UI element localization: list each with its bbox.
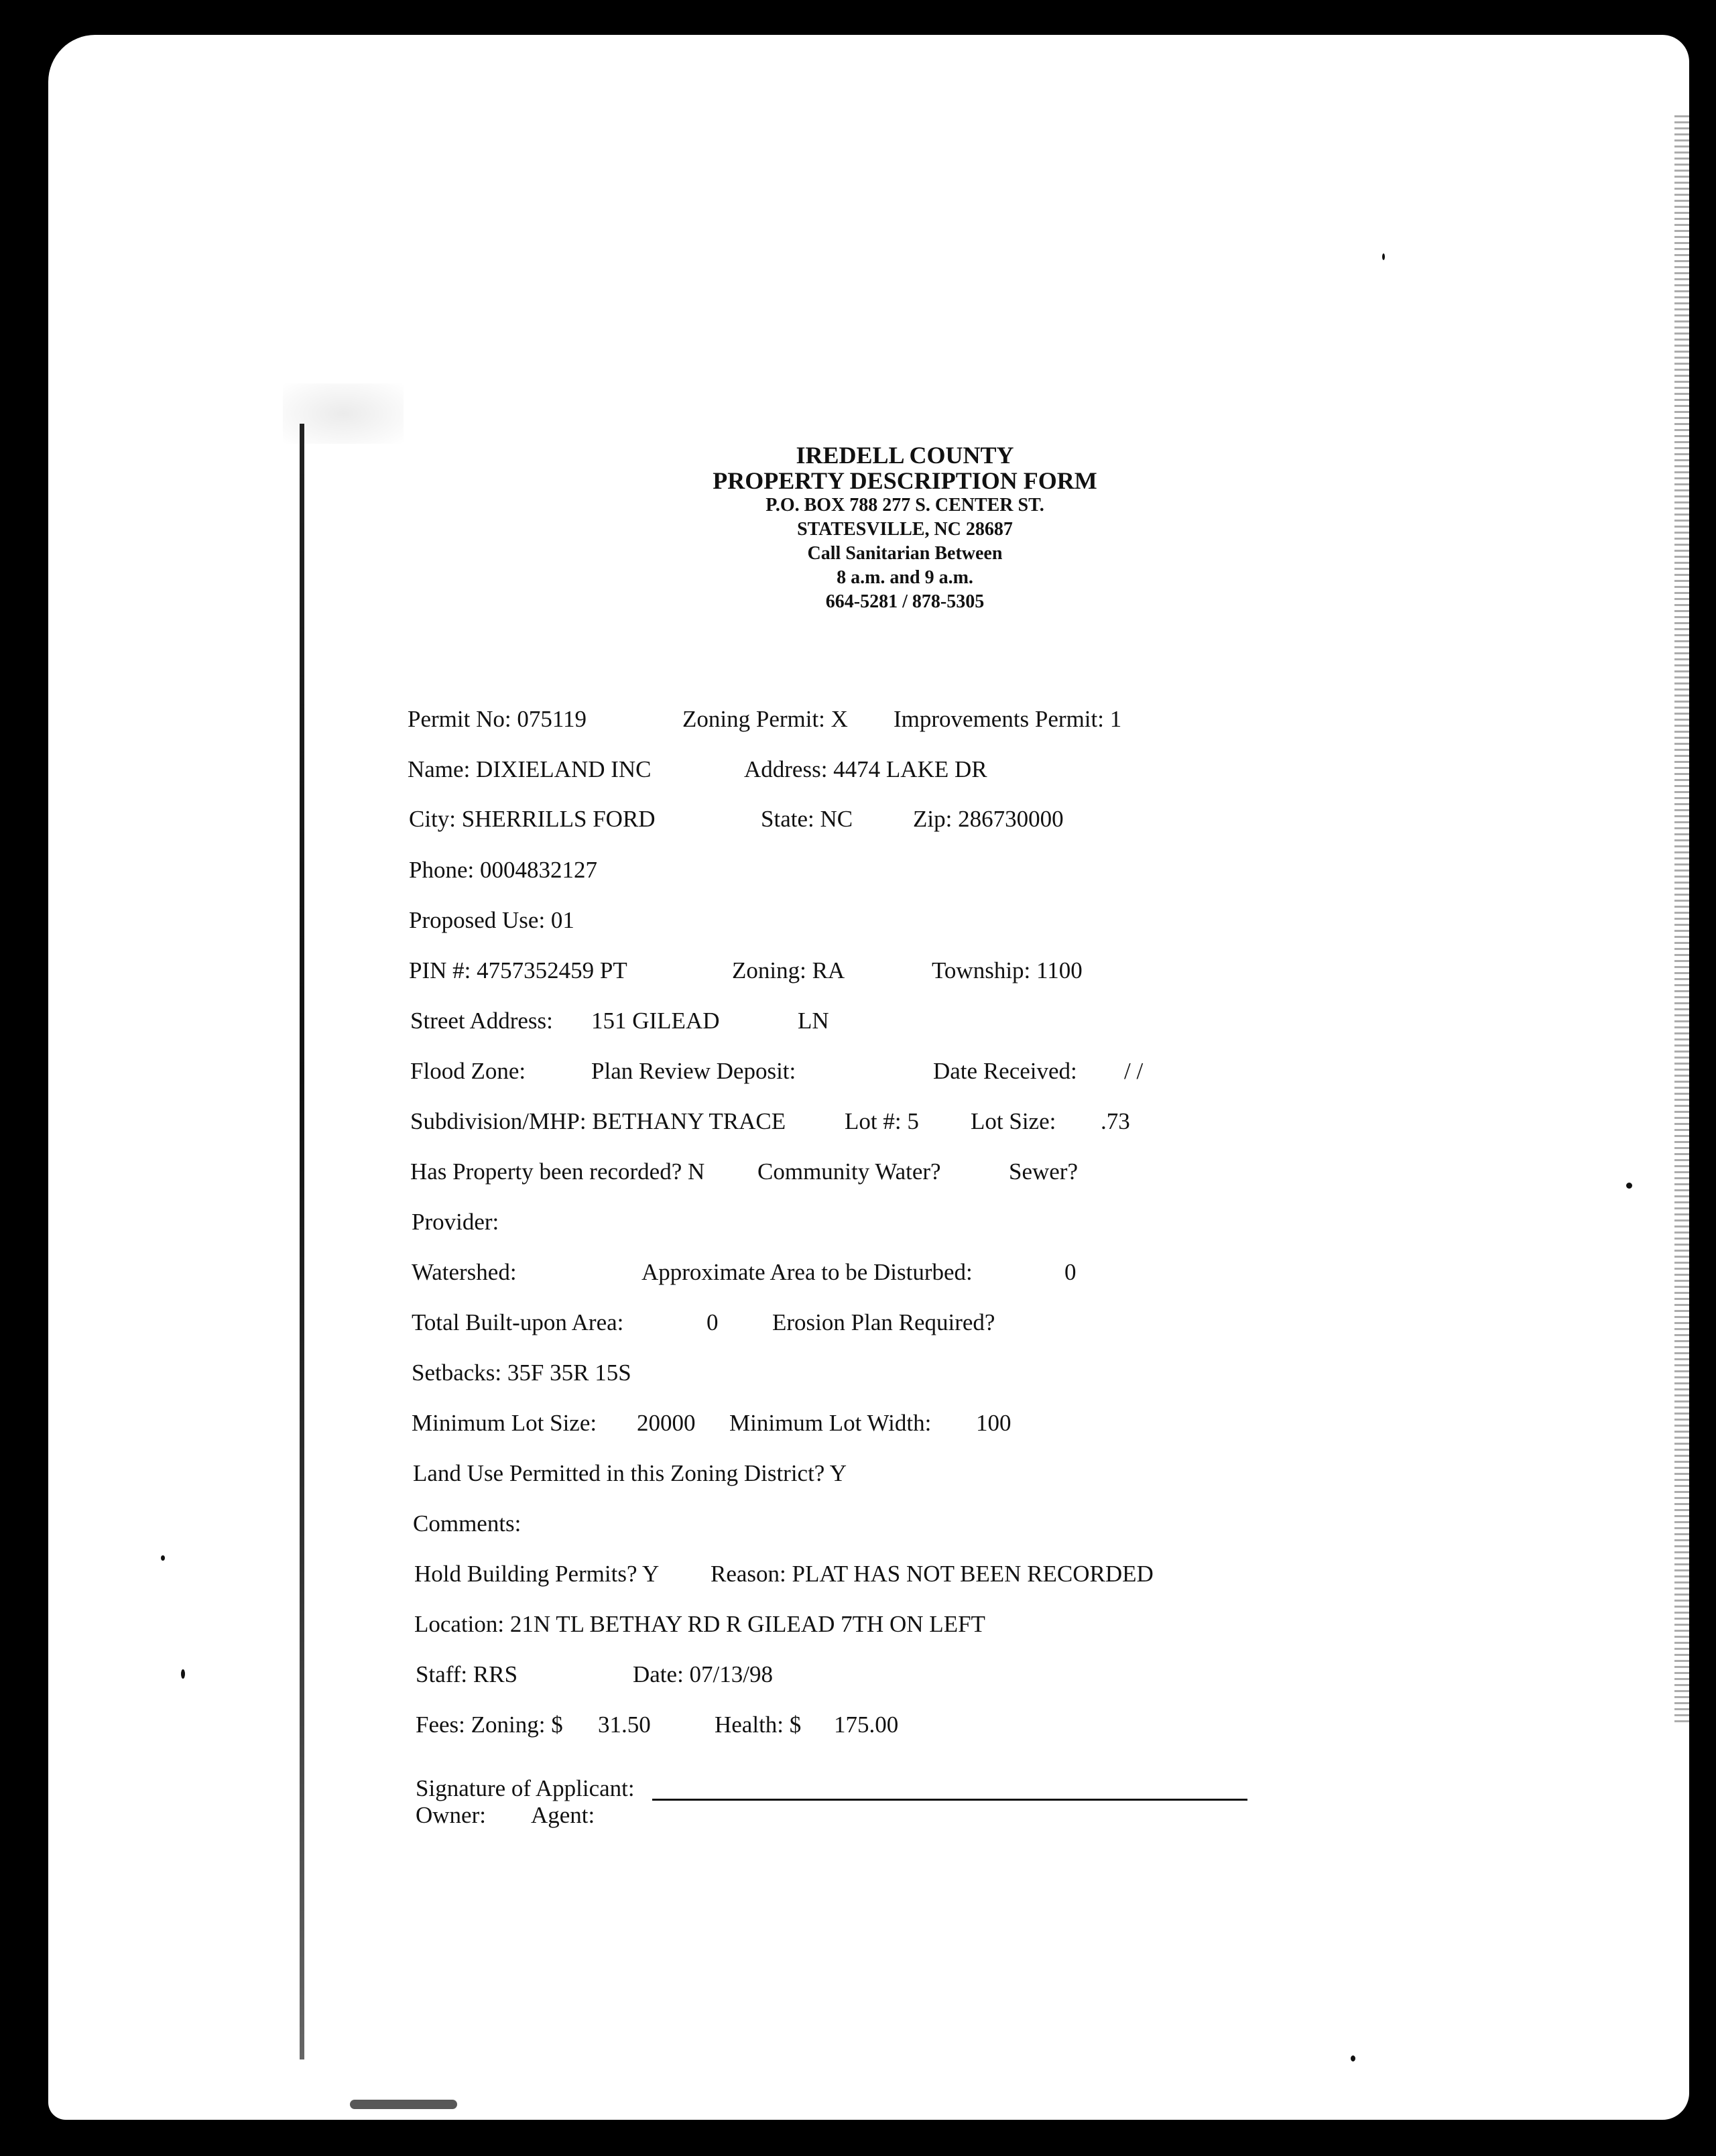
min-lot-size-label: Minimum Lot Size: — [412, 1410, 597, 1436]
call-hours: 8 a.m. and 9 a.m. — [837, 567, 973, 588]
setbacks: Setbacks: 35F 35R 15S — [412, 1360, 631, 1386]
min-lot-size-value: 20000 — [637, 1410, 696, 1436]
permit-number: Permit No: 075119 — [408, 706, 587, 732]
fees-zoning-value: 31.50 — [598, 1712, 651, 1738]
hold-reason: Reason: PLAT HAS NOT BEEN RECORDED — [711, 1561, 1154, 1587]
scan-speck — [181, 1669, 185, 1679]
signature-line — [652, 1799, 1247, 1801]
township: Township: 1100 — [932, 957, 1083, 983]
scan-speck — [1626, 1183, 1632, 1189]
pin-number: PIN #: 4757352459 PT — [409, 957, 627, 983]
min-lot-width-label: Minimum Lot Width: — [729, 1410, 932, 1436]
lot-size-value: .73 — [1101, 1108, 1130, 1134]
flood-zone-label: Flood Zone: — [410, 1058, 526, 1084]
area-disturbed-label: Approximate Area to be Disturbed: — [641, 1259, 973, 1285]
applicant-city: City: SHERRILLS FORD — [409, 806, 656, 832]
provider-label: Provider: — [412, 1209, 499, 1235]
street-suffix: LN — [798, 1008, 829, 1034]
applicant-address: Address: 4474 LAKE DR — [744, 756, 987, 782]
community-water: Community Water? — [757, 1158, 941, 1185]
owner-label: Owner: — [416, 1802, 486, 1828]
agent-label: Agent: — [531, 1802, 595, 1828]
date-received-value: / / — [1124, 1058, 1144, 1084]
proposed-use: Proposed Use: 01 — [409, 907, 574, 933]
erosion-plan: Erosion Plan Required? — [772, 1309, 995, 1335]
applicant-zip: Zip: 286730000 — [913, 806, 1064, 832]
lot-size-label: Lot Size: — [971, 1108, 1056, 1134]
form-title: PROPERTY DESCRIPTION FORM — [713, 467, 1097, 494]
min-lot-width-value: 100 — [976, 1410, 1012, 1436]
form-header — [603, 442, 1207, 614]
watershed-label: Watershed: — [412, 1259, 517, 1285]
scan-bottom-smudge — [350, 2100, 457, 2109]
signature-label: Signature of Applicant: — [416, 1775, 635, 1801]
lot-number: Lot #: 5 — [845, 1108, 919, 1134]
scan-speck — [161, 1555, 165, 1561]
improvements-permit: Improvements Permit: 1 — [894, 706, 1122, 732]
date: Date: 07/13/98 — [633, 1661, 773, 1687]
fees-zoning-label: Fees: Zoning: $ — [416, 1712, 563, 1738]
binding-margin-line — [300, 424, 304, 2059]
zoning-permit: Zoning Permit: X — [682, 706, 848, 732]
city-line: STATESVILLE, NC 28687 — [797, 519, 1013, 540]
street-address-value: 151 GILEAD — [591, 1008, 720, 1034]
location: Location: 21N TL BETHAY RD R GILEAD 7TH ON LEFT — [414, 1611, 985, 1637]
sewer: Sewer? — [1009, 1158, 1079, 1185]
area-disturbed-value: 0 — [1064, 1259, 1077, 1285]
county-title: IREDELL COUNTY — [796, 442, 1014, 469]
street-address-label: Street Address: — [410, 1008, 553, 1034]
applicant-phone: Phone: 0004832127 — [409, 857, 597, 883]
subdivision: Subdivision/MHP: BETHANY TRACE — [410, 1108, 786, 1134]
phone-numbers: 664-5281 / 878-5305 — [825, 591, 985, 612]
comments-label: Comments: — [413, 1510, 522, 1537]
property-recorded: Has Property been recorded? N — [410, 1158, 705, 1185]
built-upon-value: 0 — [707, 1309, 719, 1335]
date-received-label: Date Received: — [933, 1058, 1077, 1084]
call-instructions: Call Sanitarian Between — [807, 543, 1003, 564]
fees-health-value: 175.00 — [834, 1712, 899, 1738]
built-upon-label: Total Built-upon Area: — [412, 1309, 624, 1335]
mailing-address: P.O. BOX 788 277 S. CENTER ST. — [765, 495, 1044, 516]
zoning-code: Zoning: RA — [732, 957, 845, 983]
scan-edge-noise — [1674, 115, 1689, 1724]
scan-speck — [1351, 2055, 1355, 2061]
staff: Staff: RRS — [416, 1661, 518, 1687]
applicant-name: Name: DIXIELAND INC — [408, 756, 652, 782]
hold-building-permits: Hold Building Permits? Y — [414, 1561, 660, 1587]
applicant-state: State: NC — [761, 806, 853, 832]
land-use-permitted: Land Use Permitted in this Zoning District? Y — [413, 1460, 847, 1486]
fees-health-label: Health: $ — [715, 1712, 802, 1738]
plan-review-deposit-label: Plan Review Deposit: — [591, 1058, 796, 1084]
scan-speck — [1382, 253, 1385, 260]
scanned-page — [48, 35, 1689, 2120]
